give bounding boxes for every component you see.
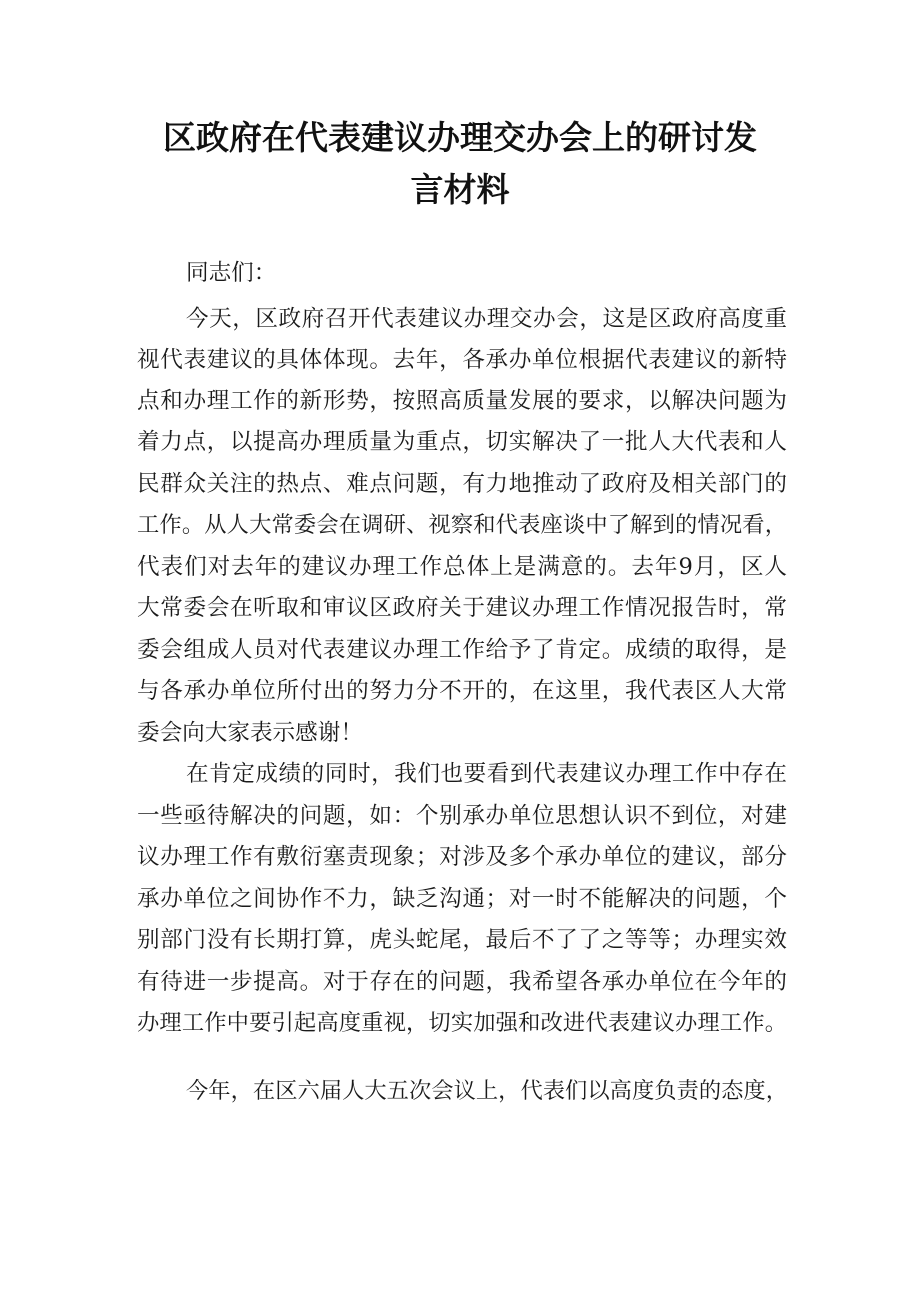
paragraph-2-line-6: 有待进一步提高。对于存在的问题，我希望各承办单位在今年的 xyxy=(137,969,787,995)
title-line-2: 言材料 xyxy=(410,170,510,209)
title-line-1: 区政府在代表建议办理交办会上的研讨发 xyxy=(163,118,757,157)
paragraph-1-line-2: 视代表建议的具体体现。去年，各承办单位根据代表建议的新特 xyxy=(137,347,787,373)
paragraph-1-line-8: 大常委会在听取和审议区政府关于建议办理工作情况报告时，常 xyxy=(137,595,787,621)
paragraph-2-line-3: 议办理工作有敷衍塞责现象；对涉及多个承办单位的建议，部分 xyxy=(137,844,787,870)
paragraph-1-line-5: 民群众关注的热点、难点问题，有力地推动了政府及相关部门的 xyxy=(137,471,787,497)
paragraph-1-line-6: 工作。从人大常委会在调研、视察和代表座谈中了解到的情况看， xyxy=(137,512,787,538)
paragraph-1-line-7: 代表们对去年的建议办理工作总体上是满意的。去年9月，区人 xyxy=(137,554,787,580)
paragraph-1-line-3: 点和办理工作的新形势，按照高质量发展的要求，以解决问题为 xyxy=(137,388,787,414)
paragraph-1-line-1: 今天，区政府召开代表建议办理交办会，这是区政府高度重 xyxy=(186,306,787,332)
paragraph-2-line-5: 别部门没有长期打算，虎头蛇尾，最后不了了之等等；办理实效 xyxy=(137,927,787,953)
paragraph-1-line-11: 委会向大家表示感谢！ xyxy=(137,720,363,746)
salutation: 同志们： xyxy=(186,260,277,286)
paragraph-1-line-9: 委会组成人员对代表建议办理工作给予了肯定。成绩的取得，是 xyxy=(137,637,787,663)
paragraph-2-line-1: 在肯定成绩的同时，我们也要看到代表建议办理工作中存在 xyxy=(186,761,787,787)
paragraph-1-line-4: 着力点，以提高办理质量为重点，切实解决了一批人大代表和人 xyxy=(137,429,787,455)
paragraph-2-line-7: 办理工作中要引起高度重视，切实加强和改进代表建议办理工作。 xyxy=(137,1010,787,1036)
paragraph-1-line-10: 与各承办单位所付出的努力分不开的，在这里，我代表区人大常 xyxy=(137,678,787,704)
paragraph-2-line-2: 一些亟待解决的问题，如：个别承办单位思想认识不到位，对建 xyxy=(137,803,787,829)
document-title xyxy=(120,112,800,216)
paragraph-2-line-4: 承办单位之间协作不力，缺乏沟通；对一时不能解决的问题，个 xyxy=(137,886,787,912)
paragraph-3-line-1: 今年，在区六届人大五次会议上，代表们以高度负责的态度， xyxy=(186,1078,789,1104)
